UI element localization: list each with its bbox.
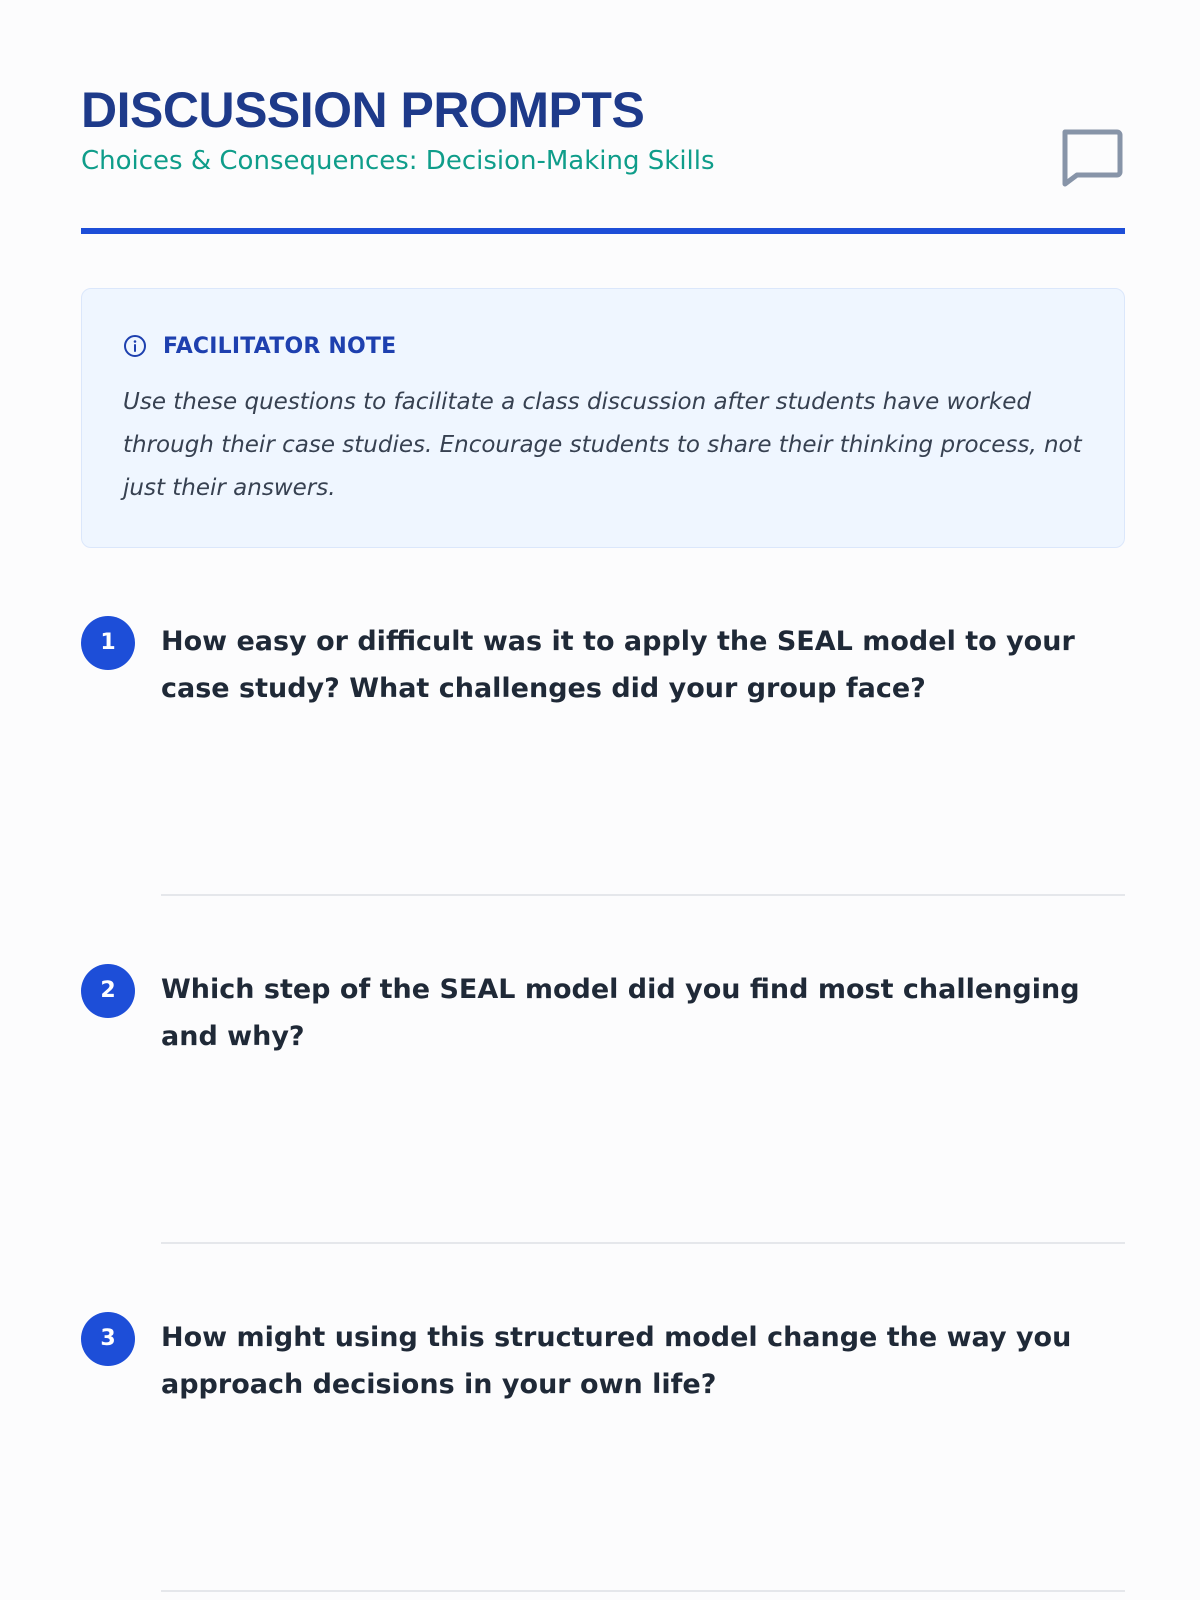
answer-line [161,1242,1125,1244]
info-icon [123,334,147,358]
facilitator-note-text: Use these questions to facilitate a class discussion after students have worked through their case studies. Encourage students to share their thinking process, not just their answers. [123,389,1082,501]
question-text: Which step of the SEAL model did you find most challenging and why? [161,974,1080,1052]
question-text: How might using this structured model change the way you approach decisions in your own life? [161,1322,1072,1400]
page-title: DISCUSSION PROMPTS [81,82,645,138]
question-number-badge: 1 [81,616,135,670]
discussion-question-2 [81,964,1125,1254]
facilitator-note-header [123,331,396,361]
discussion-question-3 [81,1312,1125,1600]
facilitator-note-label: FACILITATOR NOTE [163,333,397,359]
question-number-badge: 2 [81,964,135,1018]
page-subtitle: Choices & Consequences: Decision-Making Skills [81,146,715,176]
question-number-badge: 3 [81,1312,135,1366]
worksheet-page [81,0,1125,1600]
header-divider [81,228,1125,234]
facilitator-note [81,288,1125,548]
answer-line [161,1590,1125,1592]
question-text: How easy or difficult was it to apply the SEAL model to your case study? What challenges did your group face? [161,626,1075,704]
page-header [81,80,1125,236]
discussion-question-1 [81,616,1125,906]
answer-line [161,894,1125,896]
message-square-icon [1059,124,1125,190]
